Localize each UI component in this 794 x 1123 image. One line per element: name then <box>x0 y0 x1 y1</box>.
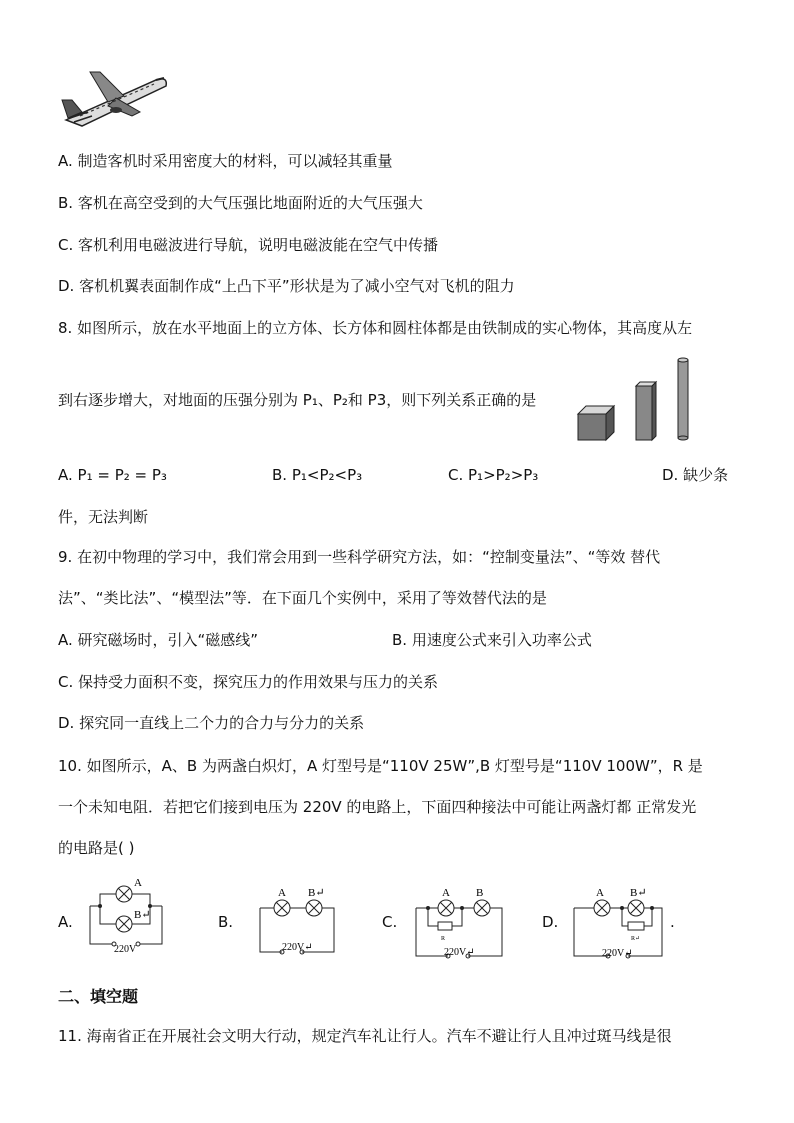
q10-stem-line3: 的电路是( ) <box>58 839 135 857</box>
q10-end-period: . <box>670 913 675 931</box>
circuit-d-lamp-a: A <box>596 887 604 899</box>
q7-option-b: B. 客机在高空受到的大气压强比地面附近的大气压强大 <box>58 194 423 212</box>
q9-option-d: D. 探究同一直线上二个力的合力与分力的关系 <box>58 714 365 732</box>
circuit-b-lamp-a: A <box>278 887 286 899</box>
q8-option-d-cont: 件，无法判断 <box>58 508 149 526</box>
circuit-b-lamp-b: B↵ <box>308 887 325 899</box>
q9-stem-line2: 法”、“类比法”、“模型法”等．在下面几个实例中，采用了等效替代法的是 <box>58 589 547 607</box>
circuit-d-label: D. <box>542 913 559 931</box>
q11-stem-line1: 11. 海南省正在开展社会文明大行动，规定汽车礼让行人。汽车不避让行人且冲过斑马线是很 <box>58 1027 672 1045</box>
q9-stem-line1: 9. 在初中物理的学习中，我们常会用到一些科学研究方法，如：“控制变量法”、“等效 替代 <box>58 548 661 566</box>
q8-option-d: D. 缺少条 <box>662 466 729 484</box>
q7-option-a: A. 制造客机时采用密度大的材料，可以减轻其重量 <box>58 152 393 170</box>
q8-stem-line2: 到右逐步增大，对地面的压强分别为 P₁、P₂和 P3，则下列关系正确的是 <box>58 391 537 409</box>
circuit-a-label: A. <box>58 913 73 931</box>
circuit-a-lamp-b: B↵ <box>134 909 151 921</box>
circuit-a-voltage: 220V <box>114 944 137 955</box>
circuit-b-label: B. <box>218 913 234 931</box>
circuit-c <box>410 880 510 964</box>
iron-solids-figure <box>576 354 696 444</box>
circuit-c-lamp-b: B <box>476 887 484 899</box>
circuit-b <box>252 880 342 960</box>
circuit-c-resistor: R <box>441 936 446 942</box>
q9-option-a: A. 研究磁场时，引入“磁感线” <box>58 631 259 649</box>
q9-option-b: B. 用速度公式来引入功率公式 <box>392 631 592 649</box>
q7-option-c: C. 客机利用电磁波进行导航，说明电磁波能在空气中传播 <box>58 236 439 254</box>
q8-option-a: A. P₁ = P₂ = P₃ <box>58 466 167 484</box>
circuit-d-resistor: R↵ <box>631 936 641 942</box>
circuit-d <box>568 880 678 964</box>
q10-stem-line2: 一个未知电阻．若把它们接到电压为 220V 的电路上，下面四种接法中可能让两盏灯都 正常发光 <box>58 798 697 816</box>
circuit-c-label: C. <box>382 913 398 931</box>
q8-stem-line1: 8. 如图所示，放在水平地面上的立方体、长方体和圆柱体都是由铁制成的实心物体，其高度从左 <box>58 319 693 337</box>
circuit-b-voltage: 220V↵ <box>282 942 313 953</box>
circuit-c-lamp-a: A <box>442 887 450 899</box>
circuit-a <box>86 876 166 956</box>
circuit-a-lamp-a: A <box>134 877 142 889</box>
q7-option-d: D. 客机机翼表面制作成“上凸下平”形状是为了减小空气对飞机的阻力 <box>58 277 515 295</box>
circuit-d-lamp-b: B↵ <box>630 887 647 899</box>
circuit-d-voltage: 220V↵ <box>602 948 633 959</box>
q8-option-b: B. P₁<P₂<P₃ <box>272 466 363 484</box>
airplane-image <box>60 66 172 132</box>
section-title: 二、填空题 <box>58 987 139 1006</box>
q10-stem-line1: 10. 如图所示，A、B 为两盏白炽灯，A 灯型号是“110V 25W”,B 灯型号是“110V 100W”，R 是 <box>58 757 703 775</box>
q8-option-c: C. P₁>P₂>P₃ <box>448 466 539 484</box>
circuit-c-voltage: 220V↵ <box>444 947 475 958</box>
q9-option-c: C. 保持受力面积不变，探究压力的作用效果与压力的关系 <box>58 673 439 691</box>
